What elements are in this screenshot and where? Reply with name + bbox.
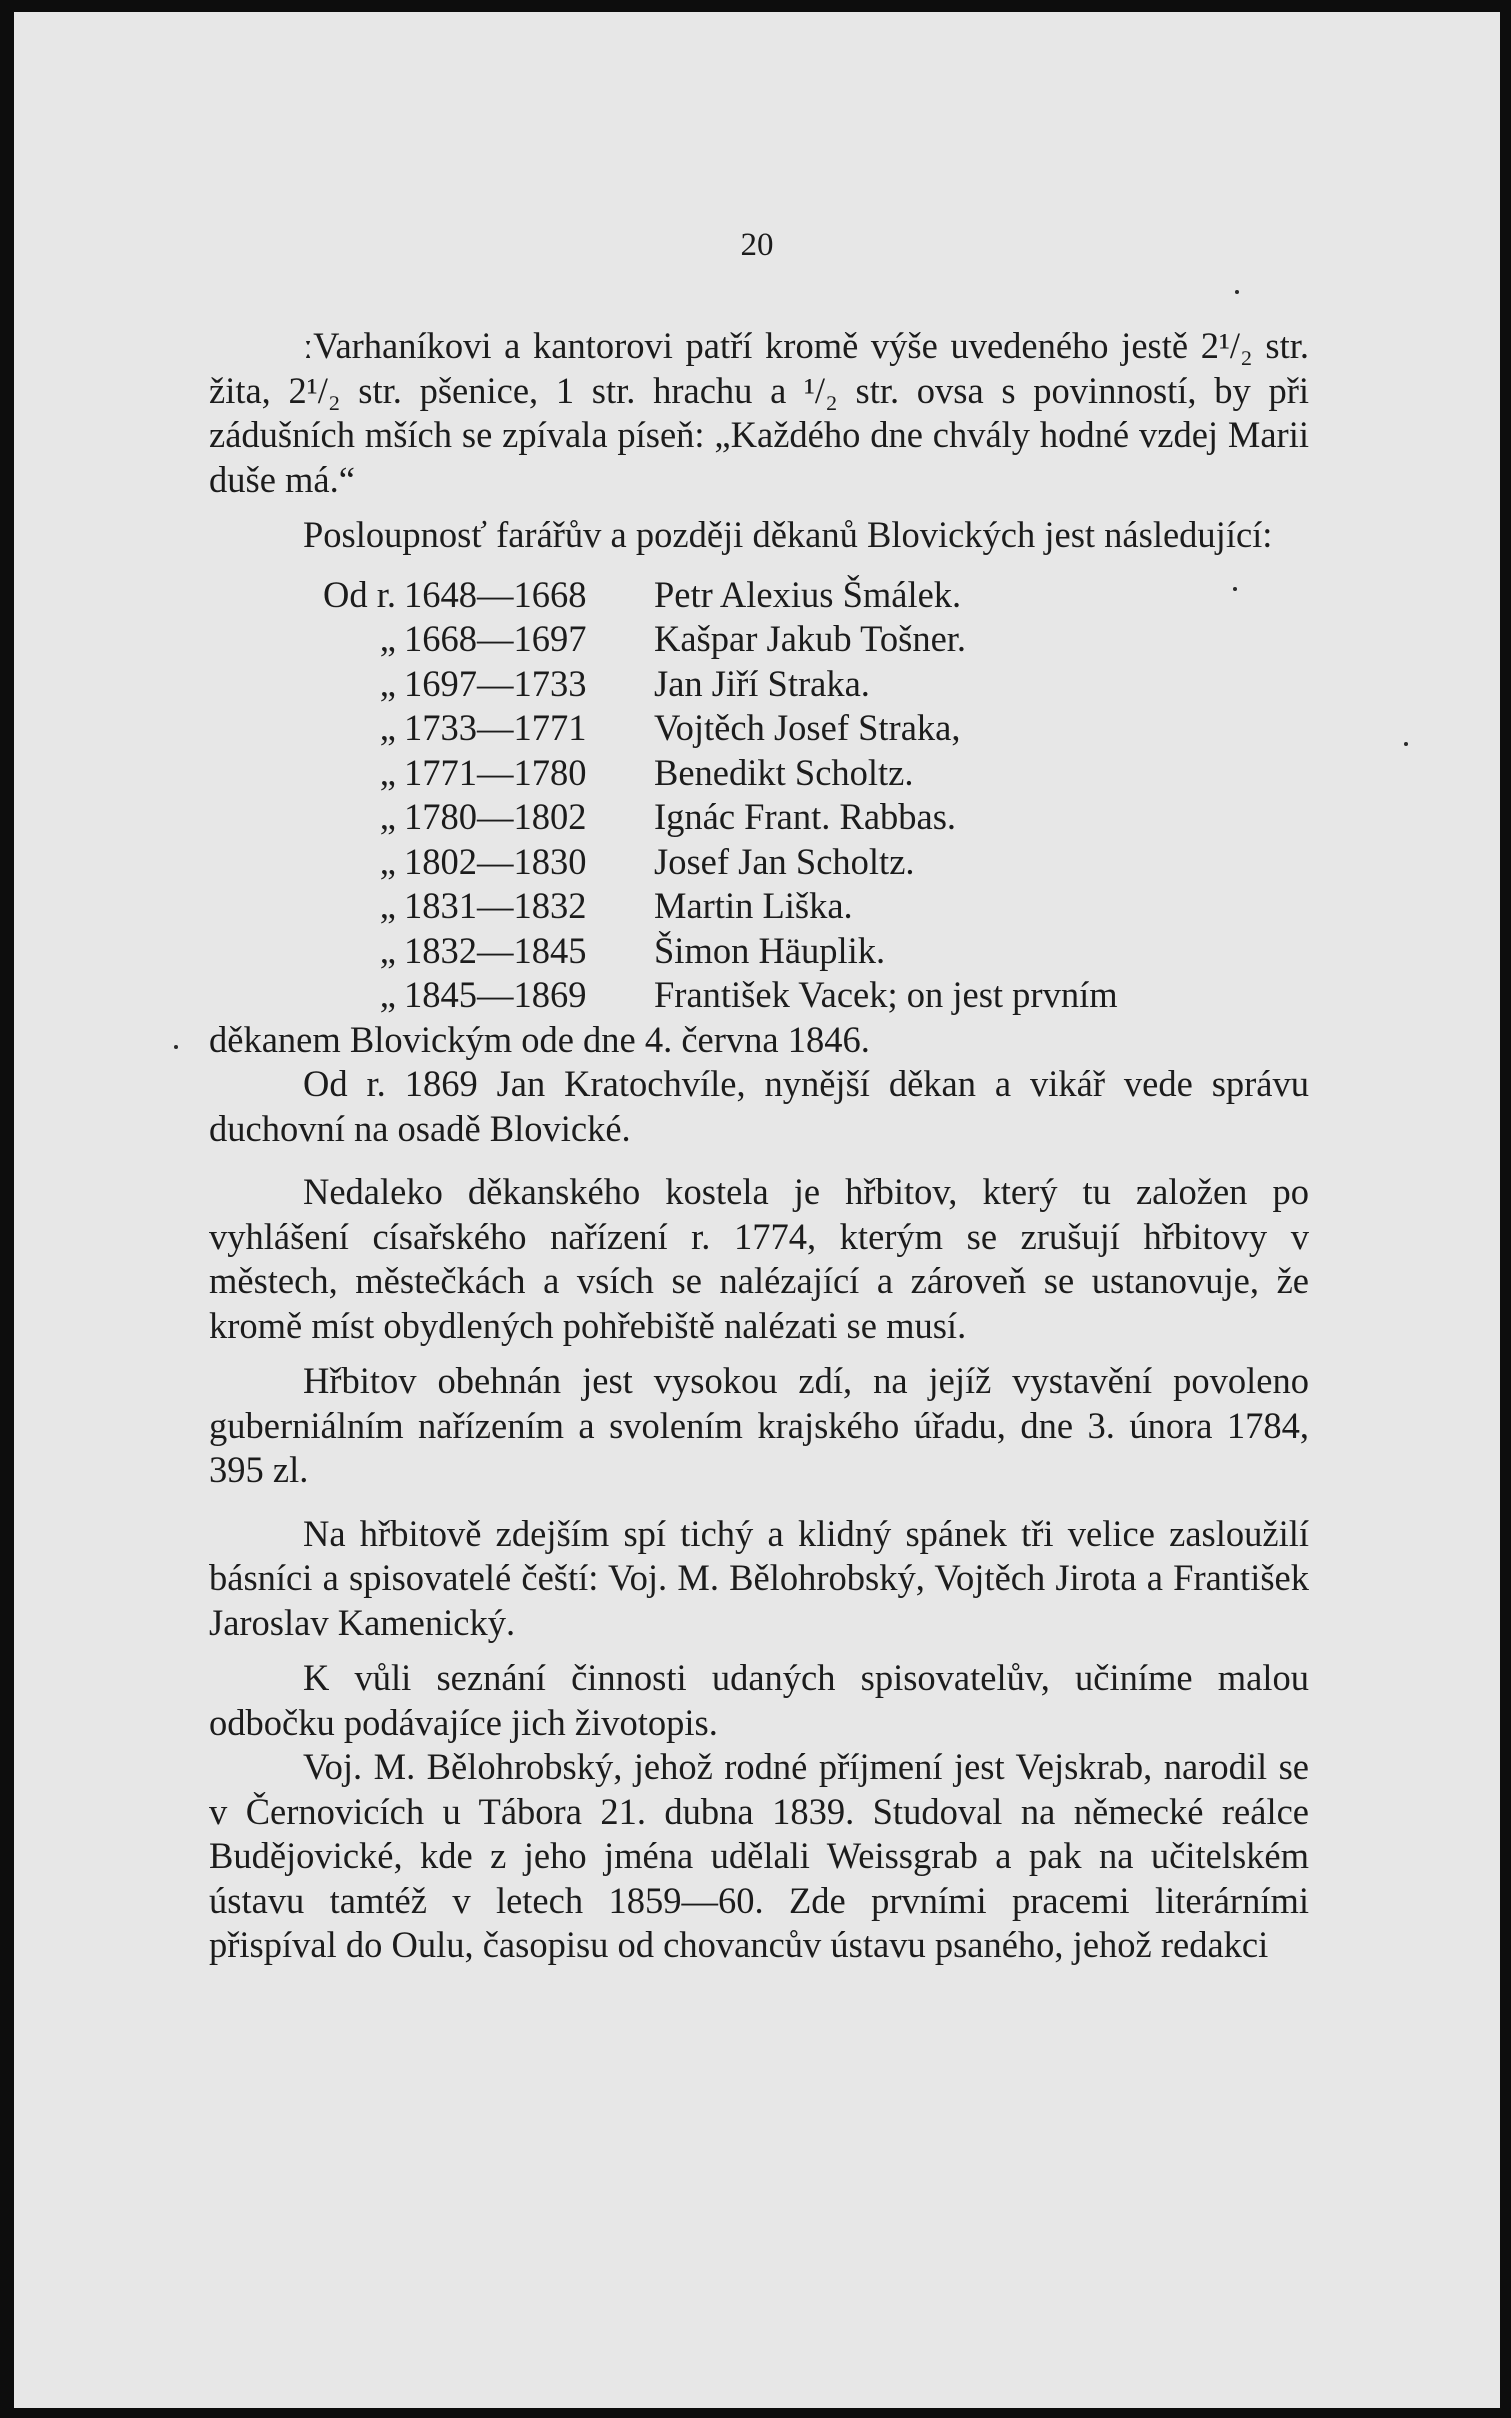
paragraph-belohrobsky-bio: Voj. M. Bělohrobský, jehož rodné příjmení jest Vejskrab, narodil se v Černovicích u Tábora 21. dubna 1839. Studoval na německé reálce Budějovické, kde z jeho jména udělali Weissgrab a pak na učitelském ústavu tamtéž v letech 1859—60. Zde prvními pracemi literárními přispíval do Oulu, časopisu od chovancův ústavu psaného, jehož redakci xyxy=(209,1746,1309,1965)
book-page xyxy=(14,12,1500,2408)
list-item: „ 1780—1802 Ignác Frant. Rabbas. xyxy=(379,796,957,837)
paragraph-cemetery-wall: Hřbitov obehnán jest vysokou zdí, na jejíž vystavění povoleno guberniálním nařízením a svolením krajského úřadu, dne 3. února 1784, 395 zl. xyxy=(209,1360,1309,1490)
list-item: „ 1802—1830 Josef Jan Scholtz. xyxy=(379,840,915,882)
list-item: „ 1845—1869 František Vacek; on jest prvním xyxy=(379,974,1118,1015)
list-item: „ 1668—1697 Kašpar Jakub Tošner. xyxy=(379,618,967,659)
list-item: „ 1697—1733 Jan Jiří Straka. xyxy=(379,662,870,704)
list-item: „ 1771—1780 Benedikt Scholtz. xyxy=(379,751,914,793)
list-item: „ 1832—1845 Šimon Häuplik. xyxy=(379,929,886,971)
succession-list xyxy=(209,573,1309,1018)
paragraph-kratochvile: Od r. 1869 Jan Kratochvíle, nynější děkan a vikář vede správu duchovní na osadě Blovické. xyxy=(209,1063,1309,1149)
list-item: Od r. 1648—1668 Petr Alexius Šmálek. xyxy=(323,573,962,615)
paragraph-organist-dues: ːVarhaníkovi a kantorovi patří kromě výše uvedeného jestě 2¹/₂ str. žita, 2¹/₂ str. pšenice, 1 str. hrachu a ¹/₂ str. ovsa s povinností, by při zádušních mších se zpívala píseň: „Každého dne chvály hodné vzdej Marii duše má.“ xyxy=(209,325,1309,500)
page-body xyxy=(209,324,1309,1968)
paragraph-cemetery: Nedaleko děkanského kostela je hřbitov, který tu založen po vyhlášení císařského nařízení r. 1774, kterým se zrušují hřbitovy v městech, městečkách a vsích se nalézající a zároveň se ustanovuje, že kromě míst obydlených pohřebiště nalézati se musí. xyxy=(209,1171,1309,1346)
page-number: 20 xyxy=(740,227,774,263)
speck xyxy=(1233,587,1237,591)
paragraph-digression: K vůli seznání činnosti udaných spisovatelův, učiníme malou odbočku podávajíce jich životopis. xyxy=(209,1657,1309,1743)
speck xyxy=(174,1045,178,1049)
paragraph-poets: Na hřbitově zdejším spí tichý a klidný spánek tři velice zasloužilí básníci a spisovatelé čeští: Voj. M. Bělohrobský, Vojtěch Jirota a František Jaroslav Kamenický. xyxy=(209,1512,1309,1643)
speck xyxy=(1404,742,1408,746)
list-item: „ 1831—1832 Martin Liška. xyxy=(379,885,853,926)
paragraph-succession-intro: Posloupnosť farářův a později děkanů Blovických jest následující: xyxy=(303,514,1273,555)
succession-continuation: děkanem Blovickým ode dne 4. června 1846. xyxy=(209,1018,870,1060)
list-item: „ 1733—1771 Vojtěch Josef Straka, xyxy=(379,707,961,748)
speck xyxy=(1235,290,1239,294)
